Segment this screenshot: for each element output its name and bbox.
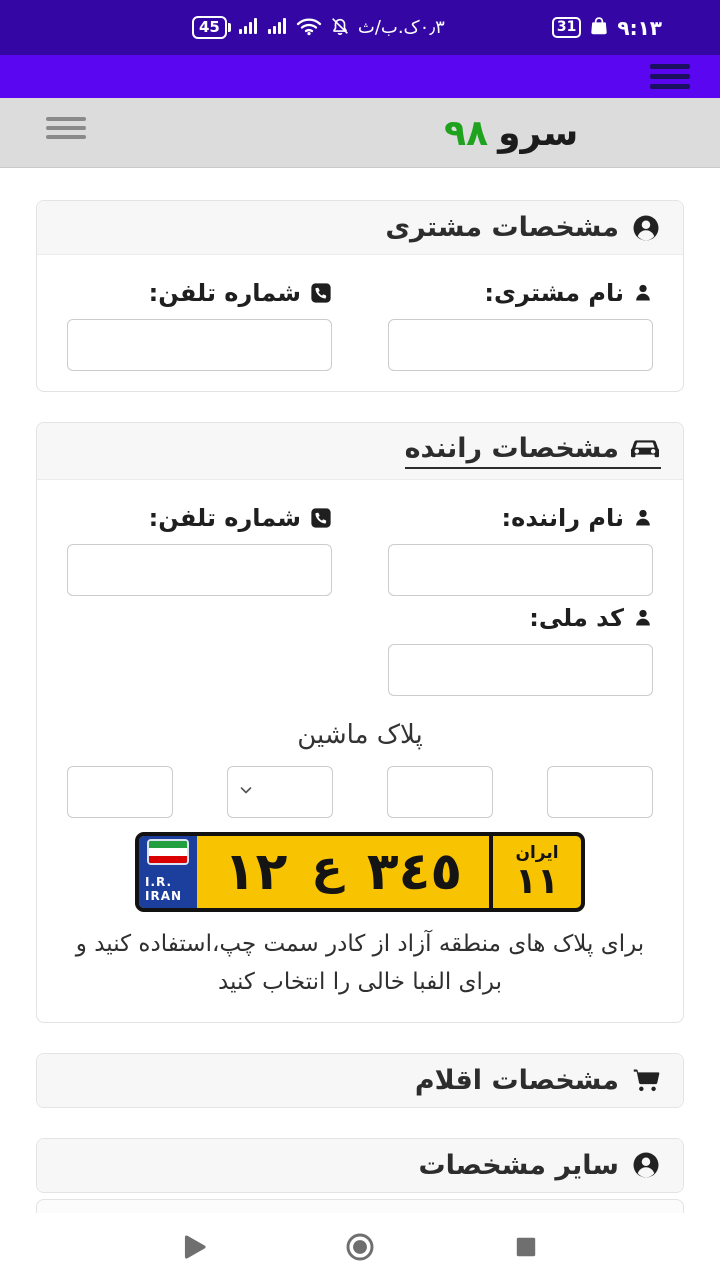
driver-name-label: نام راننده: (502, 504, 653, 532)
next-card-peek (36, 1199, 684, 1213)
driver-name-input[interactable] (388, 544, 653, 596)
plate-inputs-row (67, 766, 653, 818)
status-left-group (192, 15, 445, 41)
plate-section-label: پلاک ماشین (297, 720, 423, 750)
customer-name-label: نام مشتری: (484, 279, 653, 307)
plate-region-box (489, 836, 581, 908)
user-circle-icon (631, 213, 661, 243)
plate-number (197, 836, 489, 908)
status-right-group (552, 15, 662, 41)
plate-region-word: ایران (515, 842, 559, 863)
plate-free-zone-input[interactable] (67, 766, 173, 818)
driver-card-header (37, 423, 683, 480)
network-speed: ۰٫۳ک.ب/ث (357, 17, 445, 38)
plate-letter-select[interactable] (227, 766, 333, 818)
iran-flag-icon (149, 841, 187, 863)
plate-ir-caption: I.R. IRAN (145, 875, 183, 904)
other-card-header[interactable] (37, 1139, 683, 1192)
items-details-card (36, 1053, 684, 1108)
calendar-icon: 31 (552, 17, 581, 38)
back-button[interactable] (172, 1225, 216, 1269)
sidebar-menu-button[interactable] (46, 117, 86, 139)
customer-card-header (37, 201, 683, 255)
plate-preview-wrap (67, 832, 653, 912)
other-details-card (36, 1138, 684, 1193)
driver-name-field (388, 504, 653, 596)
driver-phone-label: شماره تلفن: (149, 504, 332, 532)
items-card-title: مشخصات اقلام (414, 1064, 619, 1096)
customer-details-card (36, 200, 684, 392)
customer-phone-label: شماره تلفن: (149, 279, 332, 307)
user-circle-icon (631, 1150, 661, 1180)
items-card-header[interactable] (37, 1054, 683, 1107)
signal-icon (238, 17, 260, 39)
plate-region-digits: ١١ (515, 860, 559, 902)
driver-phone-input[interactable] (67, 544, 332, 596)
national-id-input[interactable] (388, 644, 653, 696)
logo-text: سرو (498, 112, 579, 154)
national-id-field (388, 604, 653, 696)
customer-phone-input[interactable] (67, 319, 332, 371)
cart-icon (631, 1066, 661, 1094)
plate-three-digits: ٣٤٥ (366, 842, 463, 902)
customer-phone-field (67, 279, 332, 371)
plate-blue-band (139, 836, 197, 908)
battery-percent: 45 (192, 16, 227, 39)
logo-number: ۹۸ (444, 112, 489, 154)
phone-square-icon (310, 507, 332, 529)
wifi-icon (296, 16, 322, 40)
phone-square-icon (310, 282, 332, 304)
license-plate-image (135, 832, 585, 912)
person-icon (633, 283, 653, 303)
plate-letter: ع (311, 840, 343, 894)
driver-card-body (37, 480, 683, 1022)
customer-card-body (37, 255, 683, 391)
app-header-bar (0, 55, 720, 98)
battery-icon (192, 16, 231, 39)
recents-button[interactable] (504, 1225, 548, 1269)
home-button[interactable] (338, 1225, 382, 1269)
driver-card-title-link[interactable] (405, 433, 661, 469)
site-toolbar (0, 98, 720, 168)
customer-name-field (388, 279, 653, 371)
driver-details-card (36, 422, 684, 1023)
form-content (0, 168, 720, 1213)
signal-icon-2 (267, 17, 289, 39)
plate-three-digit-input[interactable] (387, 766, 493, 818)
national-id-label: کد ملی: (529, 604, 653, 632)
driver-card-title: مشخصات راننده (404, 433, 619, 464)
plate-help-text: برای پلاک های منطقه آزاد از کادر سمت چپ،استفاده کنید و برای الفبا خالی را انتخاب کنید (75, 931, 645, 995)
other-card-title: سایر مشخصات (418, 1149, 619, 1181)
app-notification-bag-icon (588, 15, 610, 41)
chevron-down-icon (238, 782, 254, 802)
plate-two-digits: ١٢ (223, 842, 288, 902)
customer-name-input[interactable] (388, 319, 653, 371)
car-icon (629, 436, 661, 462)
android-nav-bar (0, 1213, 720, 1280)
site-logo (444, 98, 578, 168)
notifications-muted-icon (329, 15, 351, 41)
plate-two-digit-input[interactable] (547, 766, 653, 818)
status-bar (0, 0, 720, 55)
customer-card-title: مشخصات مشتری (385, 212, 619, 243)
header-menu-button[interactable] (650, 64, 690, 89)
person-icon (633, 508, 653, 528)
person-icon (633, 608, 653, 628)
clock-time: ۹:۱۳ (617, 15, 662, 40)
driver-phone-field (67, 504, 332, 596)
